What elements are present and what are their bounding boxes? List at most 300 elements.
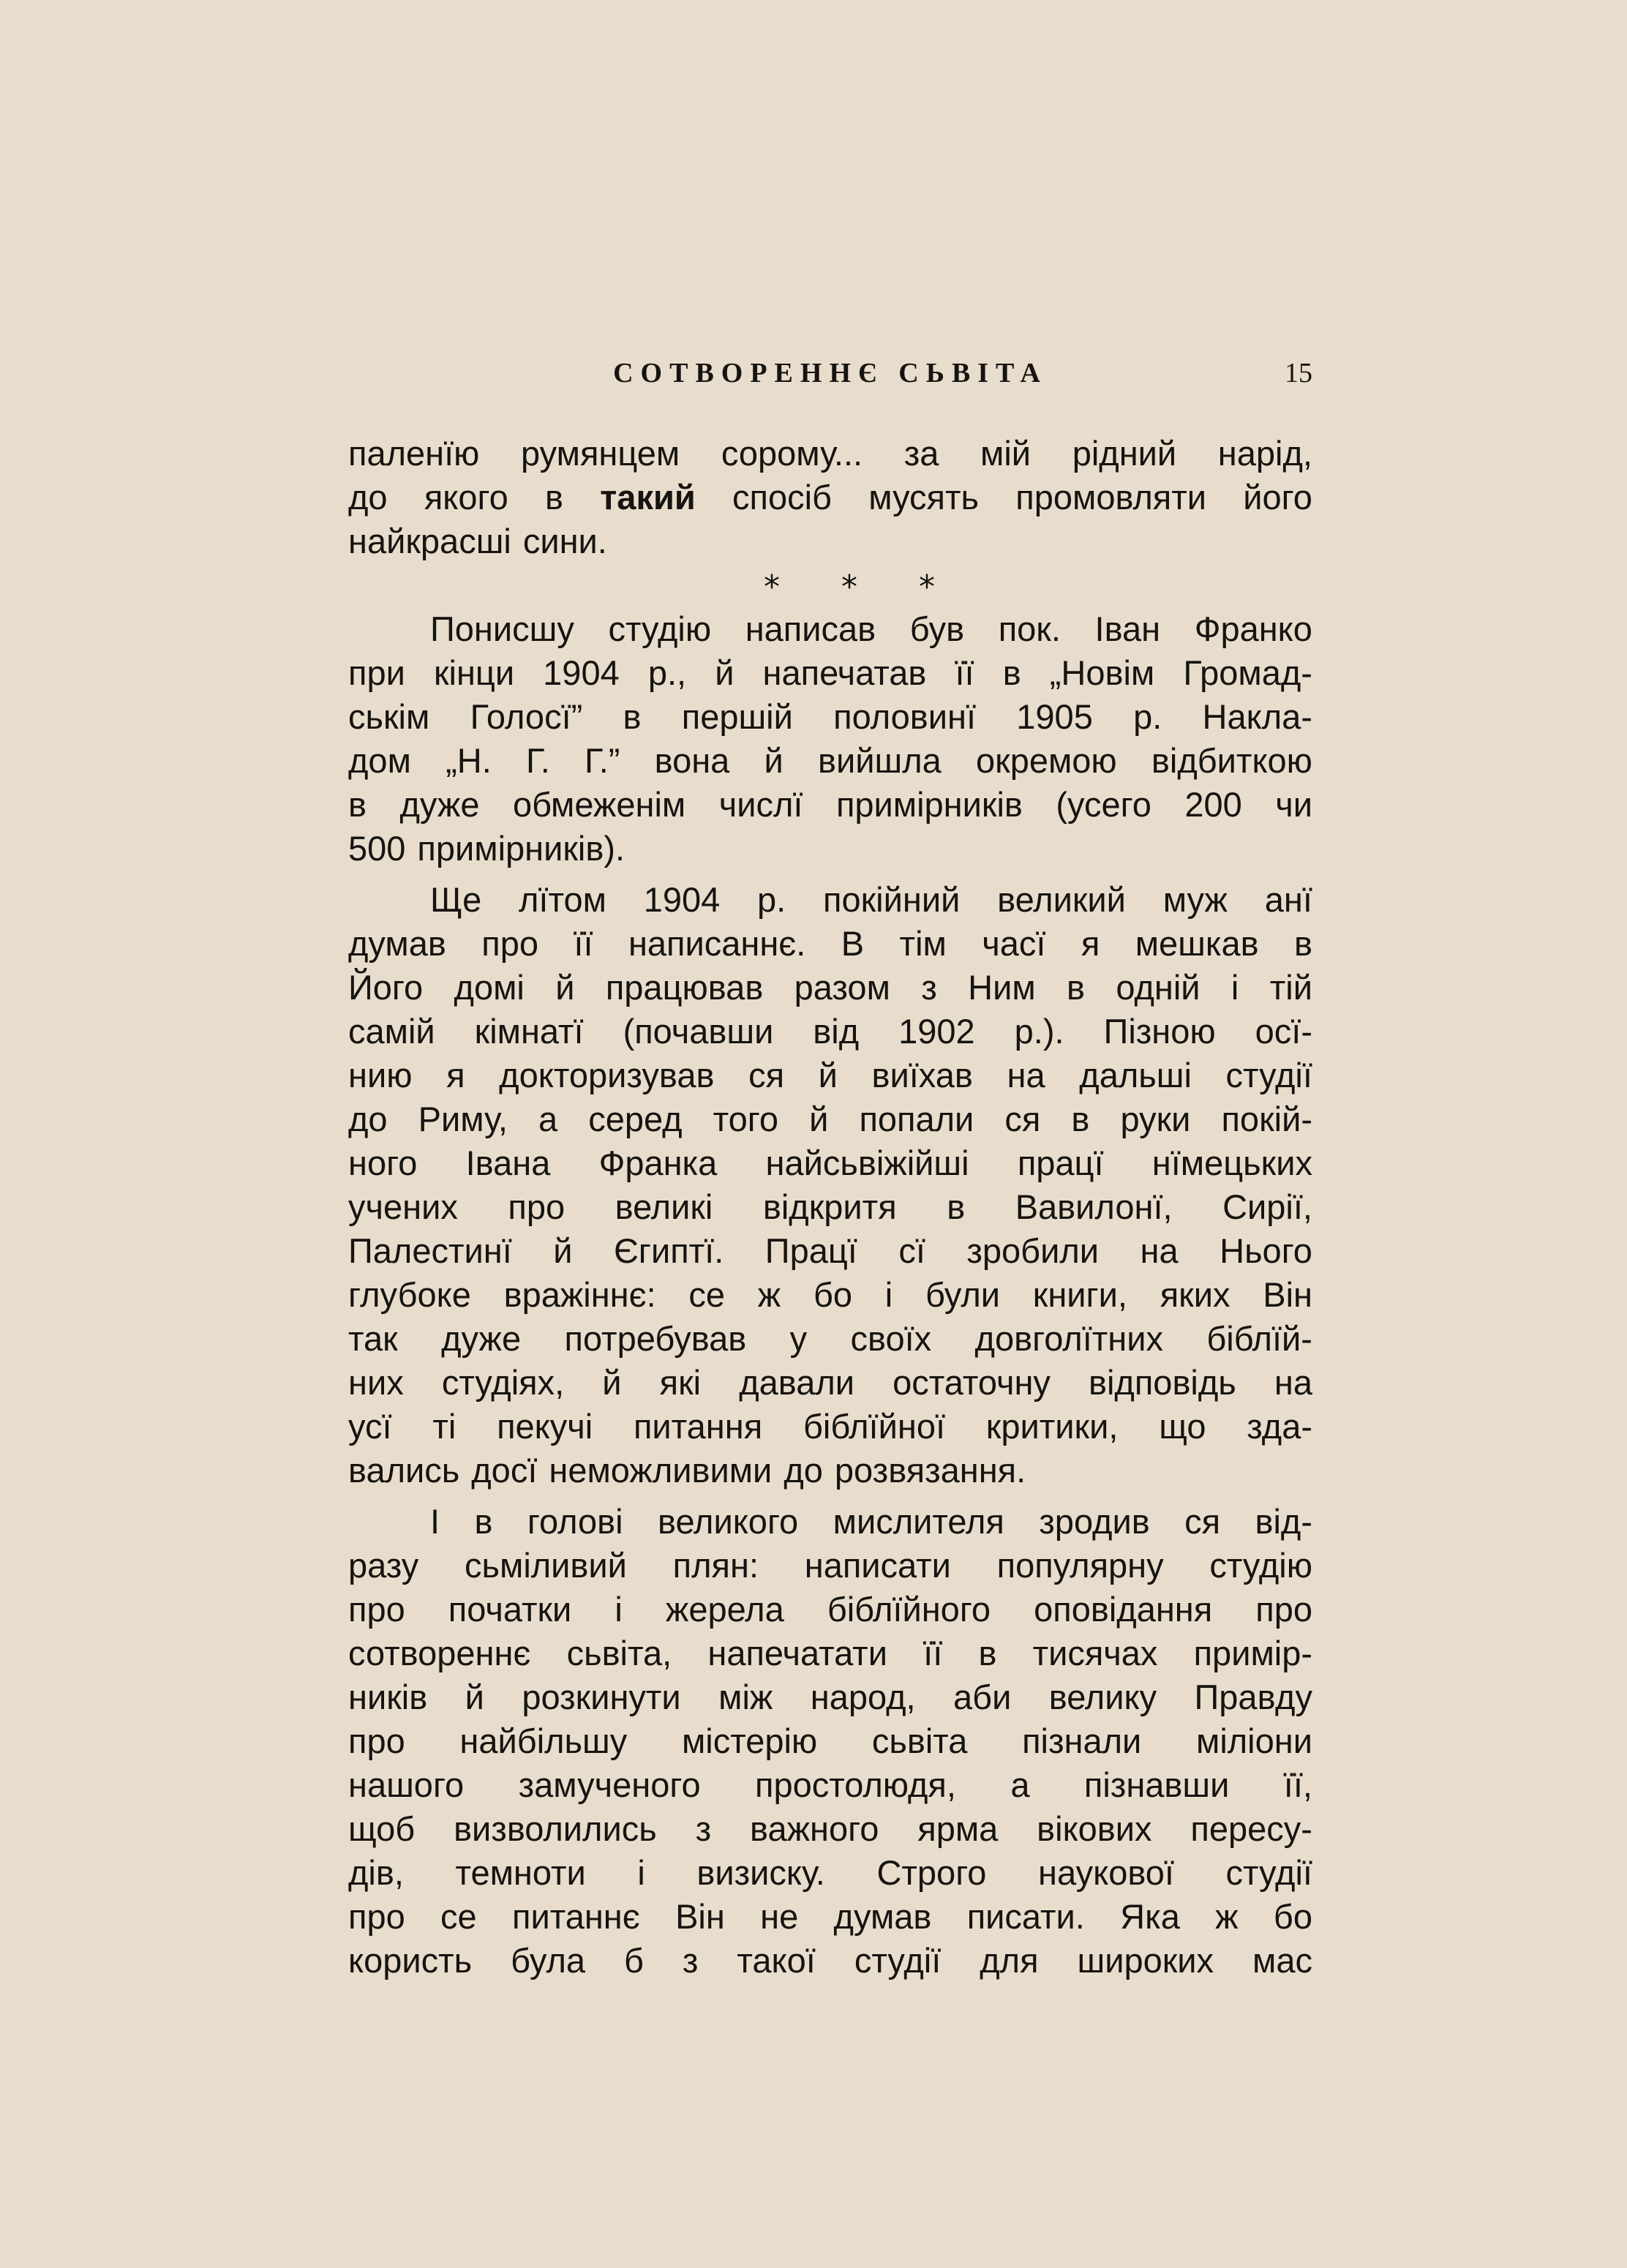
word: біблїйної (803, 1407, 946, 1446)
word: і (1230, 968, 1239, 1007)
word: й (465, 1678, 484, 1716)
word: відповідь (1089, 1363, 1236, 1402)
word: ників (348, 1678, 428, 1716)
word: простолюдя, (755, 1765, 956, 1804)
word: мій (980, 434, 1032, 473)
text-line (348, 1939, 1312, 1983)
word: великі (615, 1187, 713, 1226)
word: чи (1275, 785, 1312, 824)
word: Строго (876, 1853, 987, 1892)
word: анї (1264, 880, 1312, 919)
word: що (1159, 1407, 1206, 1446)
word: Він (1263, 1275, 1312, 1314)
word: 500 (348, 829, 406, 868)
word: Палестинї (348, 1231, 512, 1270)
word: Іван (1094, 609, 1161, 648)
word: Єгиптї. (614, 1231, 724, 1270)
word: Ним (968, 968, 1036, 1007)
word: тім (899, 924, 947, 963)
word: Г.” (584, 741, 620, 780)
word: дуже (441, 1319, 522, 1358)
word: важного (750, 1809, 879, 1848)
word: примірників (835, 785, 1023, 824)
word: Риму, (418, 1100, 508, 1138)
word: в (1067, 968, 1086, 1007)
word: були (925, 1275, 1001, 1314)
word: з (695, 1809, 712, 1848)
word: відбиткою (1151, 741, 1312, 780)
word: мислителя (833, 1502, 1004, 1541)
word: примірників). (417, 829, 625, 868)
word: студію (608, 609, 712, 648)
word: написав (745, 609, 876, 648)
word: дальші (1079, 1056, 1192, 1094)
word: студії (1225, 1056, 1312, 1094)
word: від (813, 1012, 860, 1051)
word: потребував (564, 1319, 747, 1358)
text-line (348, 1185, 1312, 1229)
word: виїхав (871, 1056, 973, 1094)
word: покійний (823, 880, 961, 919)
word: румянцем (521, 434, 680, 473)
word: темноти (455, 1853, 586, 1892)
word: кімнатї (474, 1012, 584, 1051)
word: першій (681, 697, 793, 736)
word: них (348, 1363, 404, 1402)
word: половинї (833, 697, 977, 736)
word: в (474, 1502, 493, 1541)
word: Нього (1220, 1231, 1312, 1270)
word: ж (757, 1275, 781, 1314)
text-line (348, 519, 1312, 563)
word: які (659, 1363, 702, 1402)
text-line (348, 651, 1312, 695)
text-line (348, 695, 1312, 739)
word: руки (1120, 1100, 1191, 1138)
word: Пізною (1103, 1012, 1216, 1051)
word: зродив (1039, 1502, 1150, 1541)
word: вікових (1037, 1809, 1152, 1848)
word: щоб (348, 1809, 416, 1848)
word: й (602, 1363, 622, 1402)
word: се (440, 1897, 477, 1936)
word: містерію (681, 1721, 818, 1760)
word: визволились (454, 1809, 657, 1848)
body-text (348, 432, 1312, 1983)
word: про (348, 1590, 405, 1629)
word: дом (348, 741, 411, 780)
word: якого (424, 478, 508, 517)
word: досї (471, 1451, 538, 1490)
word: питаннє (512, 1897, 640, 1936)
word: голові (527, 1502, 623, 1541)
word: писати. (966, 1897, 1085, 1936)
word: довголїтних (974, 1319, 1164, 1358)
word: була (511, 1941, 586, 1980)
word: сотвореннє (348, 1634, 531, 1672)
word: Понисшу (430, 609, 574, 648)
word: бо (813, 1275, 853, 1314)
word: велику (1048, 1678, 1157, 1716)
word: написаннє. (628, 924, 806, 963)
word: сьвіта (871, 1721, 968, 1760)
text-line (348, 432, 1312, 476)
word: Яка (1120, 1897, 1180, 1936)
word: остаточну (893, 1363, 1051, 1402)
word: я (1081, 924, 1100, 963)
word: (почавши (623, 1012, 774, 1051)
text-line (348, 827, 1312, 871)
word: примір- (1193, 1634, 1312, 1672)
word: жерела (665, 1590, 784, 1629)
word: в (623, 697, 642, 736)
word: на (1007, 1056, 1045, 1094)
word: неможливими (549, 1451, 773, 1490)
text-line (348, 878, 1312, 922)
word: часї (982, 924, 1046, 963)
word: біблїйного (827, 1590, 991, 1629)
word: а (1010, 1765, 1030, 1804)
word: великого (658, 1502, 799, 1541)
word: оповідання (1034, 1590, 1213, 1629)
word: 1904 (643, 880, 721, 919)
word: на (1140, 1231, 1179, 1270)
word: й (809, 1100, 829, 1138)
text-line (348, 1361, 1312, 1405)
word: в (1294, 924, 1312, 963)
text-line (348, 1544, 1312, 1588)
word: розкинути (522, 1678, 681, 1716)
word: Він (675, 1897, 725, 1936)
word: окремою (976, 741, 1117, 780)
word: „Н. (446, 741, 492, 780)
word: її (955, 653, 974, 692)
word: 1904 (543, 653, 620, 692)
word: критики, (985, 1407, 1119, 1446)
word: студію (1209, 1546, 1312, 1585)
word: за (903, 434, 939, 473)
text-line (348, 476, 1312, 519)
word: Накла- (1202, 697, 1312, 736)
word: докторизував (499, 1056, 715, 1094)
word: р. (1133, 697, 1162, 736)
running-title: СОТВОРЕННЄ СЬВІТА (613, 358, 1048, 388)
word: сьміливий (465, 1546, 627, 1585)
word: нїмецьких (1151, 1144, 1312, 1182)
word: дуже (399, 785, 480, 824)
word: найсьвіжійші (765, 1144, 969, 1182)
section-separator (348, 563, 1312, 607)
word: її (574, 924, 593, 963)
word: плян: (672, 1546, 759, 1585)
word: самій (348, 1012, 435, 1051)
text-line (348, 783, 1312, 827)
word: вались (348, 1451, 460, 1490)
word: її (923, 1634, 943, 1672)
word: не (760, 1897, 799, 1936)
word: ся (1184, 1502, 1221, 1541)
word: того (713, 1100, 779, 1138)
word: розвязання. (834, 1451, 1026, 1490)
word: про (348, 1897, 405, 1936)
text-line (348, 1229, 1312, 1273)
word: „Новім (1049, 653, 1155, 692)
word: паленїю (348, 434, 480, 473)
word: такої (737, 1941, 816, 1980)
word: рідний (1072, 434, 1177, 473)
word: в (1002, 653, 1021, 692)
word: серед (588, 1100, 683, 1138)
word: до (348, 478, 388, 517)
word: Ще (430, 880, 482, 919)
word: думав (348, 924, 446, 963)
word: кінци (433, 653, 515, 692)
text-line (348, 1054, 1312, 1097)
word: її, (1283, 1765, 1312, 1804)
word: Голосї” (470, 697, 583, 736)
word: пересу- (1190, 1809, 1312, 1848)
word: давали (739, 1363, 855, 1402)
word: наукової (1038, 1853, 1174, 1892)
text-line (348, 966, 1312, 1010)
word: думав (833, 1897, 932, 1936)
word: й (715, 653, 734, 692)
text-line (348, 1449, 1312, 1492)
word: вражіннє: (503, 1275, 656, 1314)
word: в (348, 785, 367, 824)
word: Працї (764, 1231, 857, 1270)
word: своїх (850, 1319, 932, 1358)
word: пізнали (1022, 1721, 1142, 1760)
word: вийшла (818, 741, 942, 780)
page-number: 15 (1285, 358, 1312, 388)
word: І (430, 1502, 440, 1541)
word: відкритя (762, 1187, 897, 1226)
word: між (718, 1678, 773, 1716)
word: і (615, 1590, 623, 1629)
text-line (348, 1500, 1312, 1544)
word: напечатати (707, 1634, 887, 1672)
word: напечатав (762, 653, 927, 692)
word: (усего (1056, 785, 1151, 824)
word: в (545, 478, 564, 517)
word: ного (348, 1144, 418, 1182)
word: широких (1077, 1941, 1214, 1980)
word: студії (854, 1941, 942, 1980)
word: попали (859, 1100, 974, 1138)
text-line (348, 1719, 1312, 1763)
word: мешкав (1135, 924, 1259, 963)
word: числї (718, 785, 803, 824)
text-line (348, 1763, 1312, 1807)
word: й (555, 968, 575, 1007)
word: про (508, 1187, 565, 1226)
word: його (1243, 478, 1312, 517)
word: сї (898, 1231, 925, 1270)
word: зда- (1247, 1407, 1312, 1446)
text-line (348, 922, 1312, 966)
word: Франко (1194, 609, 1312, 648)
running-head (348, 357, 1312, 401)
word: і (637, 1853, 645, 1892)
word: на (1274, 1363, 1312, 1402)
word: р.). (1014, 1012, 1064, 1051)
text-line (348, 1097, 1312, 1141)
word: нашого (348, 1765, 465, 1804)
word: ськім (348, 697, 430, 736)
word: для (980, 1941, 1039, 1980)
text-line (348, 1010, 1312, 1054)
word: про (1255, 1590, 1312, 1629)
word: ся (1004, 1100, 1041, 1138)
word: Сирії, (1222, 1187, 1312, 1226)
word: міліони (1196, 1721, 1312, 1760)
word: 1902 (898, 1012, 975, 1051)
word: разу (348, 1546, 419, 1585)
word: в (947, 1187, 966, 1226)
word: В (841, 924, 865, 963)
text-line (348, 739, 1312, 783)
word: глубоке (348, 1275, 471, 1314)
text-line (348, 1405, 1312, 1449)
word: популярну (996, 1546, 1164, 1585)
text-line (348, 1895, 1312, 1939)
word: дів, (348, 1853, 404, 1892)
word: усї (348, 1407, 392, 1446)
word: початки (448, 1590, 572, 1629)
text-line (348, 1273, 1312, 1317)
text-line (348, 1851, 1312, 1895)
word: був (909, 609, 965, 648)
word: вона (654, 741, 730, 780)
word: а (538, 1100, 558, 1138)
word: лїтом (518, 880, 606, 919)
word: нию (348, 1056, 413, 1094)
text-line (348, 1807, 1312, 1851)
word: зробили (966, 1231, 1100, 1270)
word: до (348, 1100, 388, 1138)
word: аби (953, 1678, 1012, 1716)
word: сини. (522, 522, 607, 560)
word: й (553, 1231, 573, 1270)
word: користь (348, 1941, 473, 1980)
word: пок. (998, 609, 1061, 648)
word: найбільшу (459, 1721, 628, 1760)
word: я (446, 1056, 465, 1094)
word: Громад- (1183, 653, 1312, 692)
word: разом (794, 968, 890, 1007)
word: студіях, (441, 1363, 565, 1402)
word: осї- (1255, 1012, 1312, 1051)
word: народ, (810, 1678, 916, 1716)
text-line (348, 1141, 1312, 1185)
word: учених (348, 1187, 458, 1226)
word: нарід, (1217, 434, 1312, 473)
text-line (348, 1317, 1312, 1361)
word: написати (804, 1546, 951, 1585)
word: з (682, 1941, 699, 1980)
word: ті (432, 1407, 456, 1446)
separator-star: * (764, 568, 780, 606)
word: спосіб (732, 478, 832, 517)
word: від- (1255, 1502, 1312, 1541)
word: про (348, 1721, 405, 1760)
word: студії (1225, 1853, 1312, 1892)
word: бо (1273, 1897, 1312, 1936)
word: в (1071, 1100, 1090, 1138)
word: р., (647, 653, 687, 692)
word: пізнавши (1083, 1765, 1230, 1804)
word: біблїй- (1206, 1319, 1312, 1358)
text-line (348, 607, 1312, 651)
word: так (348, 1319, 398, 1358)
word: домі (454, 968, 525, 1007)
text-line (348, 1631, 1312, 1675)
text-line (348, 1588, 1312, 1631)
word: Його (348, 968, 424, 1007)
word: покій- (1221, 1100, 1312, 1138)
word: у (789, 1319, 808, 1358)
word: 200 (1184, 785, 1242, 824)
word: 1905 (1016, 697, 1093, 736)
word: найкрасші (348, 522, 511, 560)
text-line (348, 1675, 1312, 1719)
word: мусять (868, 478, 980, 517)
word: про (481, 924, 538, 963)
word: промовляти (1015, 478, 1207, 517)
word: замученого (518, 1765, 701, 1804)
separator-star: * (919, 568, 935, 606)
word: пекучі (497, 1407, 593, 1446)
word: р. (757, 880, 786, 919)
word: се (688, 1275, 726, 1314)
word: обмеженім (512, 785, 686, 824)
word: мас (1252, 1941, 1312, 1980)
word: до (784, 1451, 823, 1490)
word: яких (1160, 1275, 1230, 1314)
word: великий (997, 880, 1126, 919)
word: при (348, 653, 405, 692)
word: Г. (525, 741, 550, 780)
separator-star: * (841, 568, 857, 606)
word: тисячах (1032, 1634, 1158, 1672)
word: в (978, 1634, 997, 1672)
word: ярма (917, 1809, 999, 1848)
word: й (818, 1056, 838, 1094)
word: Франка (598, 1144, 718, 1182)
word: працював (605, 968, 764, 1007)
word: сьвіта, (566, 1634, 672, 1672)
word: б (624, 1941, 644, 1980)
word: й (764, 741, 784, 780)
word: ж (1215, 1897, 1239, 1936)
word: з (921, 968, 937, 1007)
word: Правду (1194, 1678, 1312, 1716)
word: такий (600, 478, 696, 517)
word: і (884, 1275, 893, 1314)
word: одній (1116, 968, 1200, 1007)
word: питання (633, 1407, 763, 1446)
word: Івана (465, 1144, 551, 1182)
word: ся (748, 1056, 785, 1094)
word: визиску. (696, 1853, 825, 1892)
word: книги, (1032, 1275, 1127, 1314)
word: Вавилонї, (1015, 1187, 1173, 1226)
word: працї (1017, 1144, 1104, 1182)
word: муж (1162, 880, 1228, 919)
word: сорому... (721, 434, 863, 473)
word: тій (1269, 968, 1312, 1007)
